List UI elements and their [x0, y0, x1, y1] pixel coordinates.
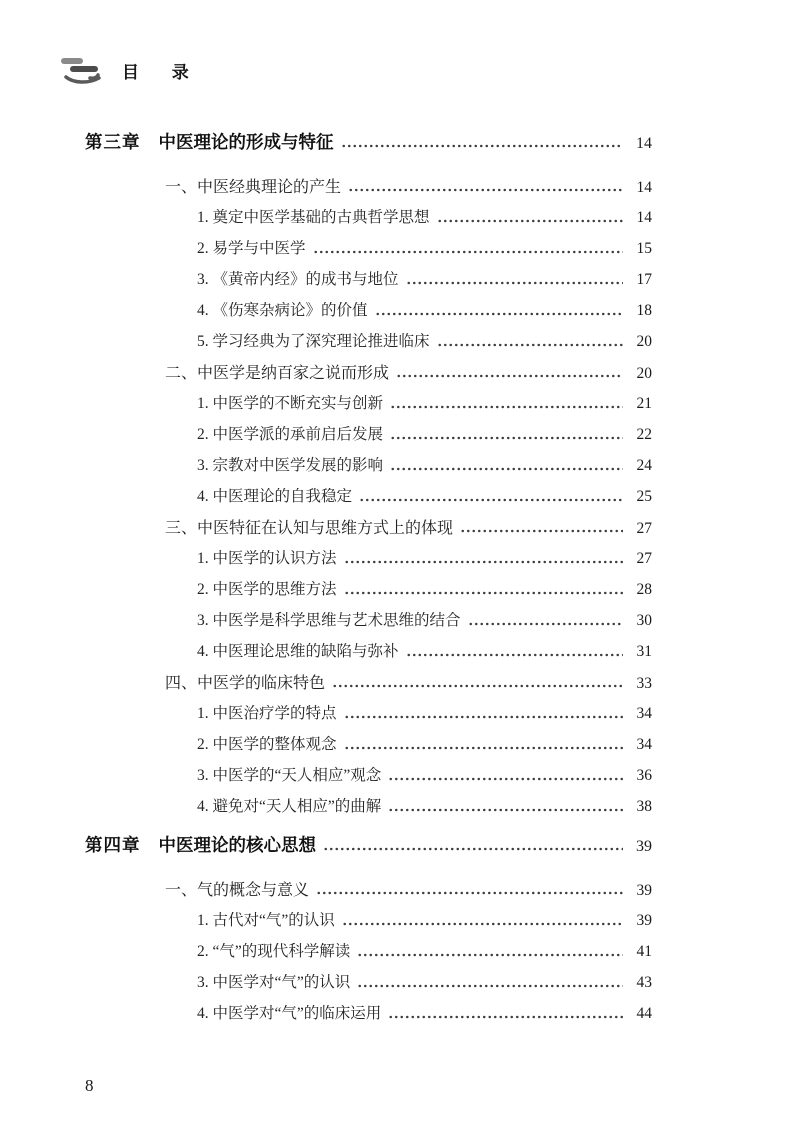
toc-item-row: [85, 484, 652, 515]
page-number: 38: [636, 798, 652, 815]
page-number: 20: [636, 365, 652, 382]
dot-leader: [341, 143, 624, 149]
page-number: 34: [636, 736, 652, 753]
page-number: 15: [636, 240, 652, 257]
page-number: 24: [636, 457, 652, 474]
page-number: 20: [636, 333, 652, 350]
dot-leader: [388, 807, 623, 813]
page-number: 30: [636, 612, 652, 629]
page-number: 28: [636, 581, 652, 598]
dot-leader: [344, 559, 623, 565]
toc-list: [85, 122, 652, 1032]
page-number: 25: [636, 488, 652, 505]
item-title: 4. 中医理论的自我稳定: [197, 488, 353, 505]
toc-item-row: [85, 298, 652, 329]
item-title: 1. 中医学的不断充实与创新: [197, 395, 384, 412]
item-title: 2. “气”的现代科学解读: [197, 943, 351, 960]
page-number: 21: [636, 395, 652, 412]
dot-leader: [460, 528, 623, 534]
dot-leader: [396, 373, 623, 379]
dot-leader: [332, 683, 623, 689]
toc-item-row: [85, 970, 652, 1001]
toc-item-row: [85, 608, 652, 639]
page-number: 27: [636, 550, 652, 567]
page-number: 14: [636, 179, 652, 196]
page-number: 43: [636, 974, 652, 991]
toc-section-row: [85, 670, 652, 701]
toc-item-row: [85, 329, 652, 360]
section-title: 一、气的概念与意义: [165, 882, 310, 899]
page-number: 36: [636, 767, 652, 784]
toc-item-row: [85, 205, 652, 236]
item-title: 2. 易学与中医学: [197, 240, 306, 257]
toc-section-row: [85, 174, 652, 205]
item-title: 1. 中医治疗学的特点: [197, 705, 337, 722]
cloud-ornament-icon: [60, 54, 104, 86]
toc-item-row: [85, 391, 652, 422]
page-number: 14: [636, 135, 652, 152]
page-number: 17: [636, 271, 652, 288]
item-title: 4. 避免对“天人相应”的曲解: [197, 798, 382, 815]
toc-section-row: [85, 515, 652, 546]
dot-leader: [468, 621, 623, 627]
item-title: 3. 中医学对“气”的认识: [197, 974, 351, 991]
section-title: 一、中医经典理论的产生: [165, 179, 342, 196]
page-number: 39: [636, 912, 652, 929]
toc-item-row: [85, 546, 652, 577]
toc-item-row: [85, 701, 652, 732]
toc-section-row: [85, 877, 652, 908]
toc-item-row: [85, 732, 652, 763]
dot-leader: [313, 249, 623, 255]
item-title: 2. 中医学的整体观念: [197, 736, 337, 753]
page-number: 27: [636, 520, 652, 537]
toc-item-row: [85, 453, 652, 484]
page-number: 39: [636, 838, 652, 855]
page-number: 44: [636, 1005, 652, 1022]
item-title: 3. 《黄帝内经》的成书与地位: [197, 271, 399, 288]
toc-section-row: [85, 360, 652, 391]
page-number: 39: [636, 882, 652, 899]
toc-item-row: [85, 908, 652, 939]
dot-leader: [342, 921, 623, 927]
toc-item-row: [85, 422, 652, 453]
dot-leader: [344, 590, 623, 596]
dot-leader: [344, 745, 623, 751]
item-title: 1. 奠定中医学基础的古典哲学思想: [197, 209, 430, 226]
chapter-label: 第四章: [85, 835, 141, 855]
dot-leader: [390, 435, 623, 441]
item-title: 1. 古代对“气”的认识: [197, 912, 335, 929]
chapter-label: 第三章: [85, 132, 141, 152]
dot-leader: [406, 280, 623, 286]
toc-item-row: [85, 577, 652, 608]
dot-leader: [388, 776, 623, 782]
page-number: 41: [636, 943, 652, 960]
item-title: 5. 学习经典为了深究理论推进临床: [197, 333, 430, 350]
dot-leader: [437, 342, 623, 348]
item-title: 3. 中医学是科学思维与艺术思维的结合: [197, 612, 461, 629]
dot-leader: [348, 187, 623, 193]
page-number: 18: [636, 302, 652, 319]
toc-chapter-row: [85, 832, 652, 866]
folio-page-number: 8: [85, 1076, 94, 1095]
dot-leader: [357, 952, 623, 958]
dot-leader: [406, 652, 623, 658]
dot-leader: [323, 846, 623, 852]
dot-leader: [437, 218, 623, 224]
page-number: 33: [636, 675, 652, 692]
item-title: 4. 《伤寒杂病论》的价值: [197, 302, 368, 319]
running-head: [60, 54, 203, 86]
toc-item-row: [85, 939, 652, 970]
dot-leader: [316, 890, 623, 896]
section-title: 二、中医学是纳百家之说而形成: [165, 365, 390, 382]
dot-leader: [390, 404, 623, 410]
dot-leader: [390, 466, 623, 472]
toc-heading: 目 录: [122, 62, 203, 82]
item-title: 4. 中医学对“气”的临床运用: [197, 1005, 382, 1022]
dot-leader: [375, 311, 623, 317]
section-title: 四、中医学的临床特色: [165, 675, 326, 692]
page-number: 14: [636, 209, 652, 226]
item-title: 1. 中医学的认识方法: [197, 550, 337, 567]
page-number: 31: [636, 643, 652, 660]
page-number: 22: [636, 426, 652, 443]
page-number: 34: [636, 705, 652, 722]
dot-leader: [357, 983, 623, 989]
toc-chapter-row: [85, 129, 652, 163]
item-title: 2. 中医学的思维方法: [197, 581, 337, 598]
toc-item-row: [85, 639, 652, 670]
dot-leader: [344, 714, 623, 720]
chapter-title: 中医理论的核心思想: [158, 835, 316, 855]
item-title: 4. 中医理论思维的缺陷与弥补: [197, 643, 399, 660]
toc-item-row: [85, 267, 652, 298]
item-title: 3. 中医学的“天人相应”观念: [197, 767, 382, 784]
toc-item-row: [85, 794, 652, 825]
dot-leader: [359, 497, 623, 503]
chapter-title: 中医理论的形成与特征: [158, 132, 334, 152]
item-title: 2. 中医学派的承前启后发展: [197, 426, 384, 443]
toc-item-row: [85, 1001, 652, 1032]
toc-item-row: [85, 763, 652, 794]
toc-item-row: [85, 236, 652, 267]
item-title: 3. 宗教对中医学发展的影响: [197, 457, 384, 474]
section-title: 三、中医特征在认知与思维方式上的体现: [165, 520, 454, 537]
dot-leader: [388, 1014, 623, 1020]
